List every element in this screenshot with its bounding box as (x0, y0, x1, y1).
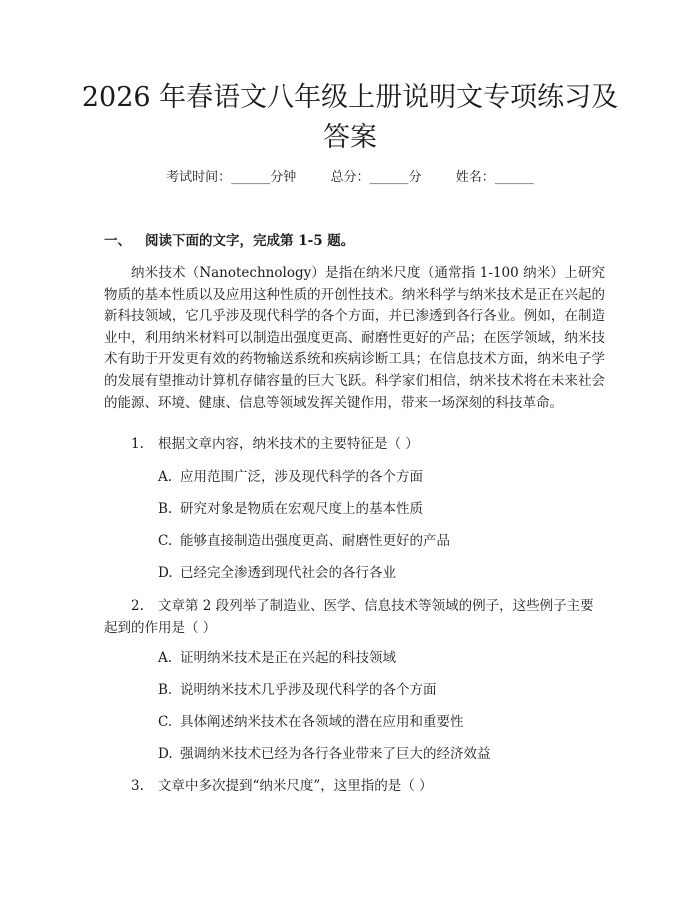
score-blank: ______ (369, 170, 409, 185)
score-label: 总分： (330, 170, 370, 185)
time-label: 考试时间： (166, 170, 232, 185)
q1-option-d: D. 已经完全渗透到现代社会的各行各业 (158, 565, 396, 581)
reading-passage: 纳米技术（Nanotechnology）是指在纳米尺度（通常指 1-100 纳米）上研究物质的基本性质以及应用这种性质的开创性技术。纳米科学与纳米技术是正在兴起的新科技领域，它几乎涉及现代科学的各个方面，并已渗透到各行各业。例如，在制造业中，利用纳米材料可以制造出强度更高、耐磨性更好的产品；在医学领域，纳米技术有助于开发更有效的药物输送系统和疾病诊断工具；在信息技术方面，纳米电子学的发展有望推动计算机存储容量的巨大飞跃。科学家们相信，纳米技术将在未来社会的能源、环境、健康、信息等领域发挥关键作用，带来一场深刻的科技革命。 (104, 265, 605, 411)
q2-option-b: B. 说明纳米技术几乎涉及现代科学的各个方面 (158, 682, 437, 698)
q2-option-a: A. 证明纳米技术是正在兴起的科技领域 (158, 650, 396, 666)
question-stem: 根据文章内容，纳米技术的主要特征是（ ） (158, 436, 419, 452)
question-1 (104, 434, 605, 456)
q2-option-d: D. 强调纳米技术已经为各行各业带来了巨大的经济效益 (158, 746, 491, 762)
question-number: 3. (131, 778, 144, 794)
q1-option-a: A. 应用范围广泛，涉及现代科学的各个方面 (158, 469, 423, 485)
time-blank: ______ (231, 170, 271, 185)
score-unit: 分 (408, 170, 422, 185)
time-unit: 分钟 (270, 170, 297, 185)
section-heading (104, 231, 354, 251)
title-line-1: 2026 年春语文八年级上册说明文专项练习及 (81, 82, 619, 113)
name-blank: ______ (494, 170, 534, 185)
exam-meta (0, 168, 700, 188)
question-3 (104, 776, 605, 798)
q2-option-c: C. 具体阐述纳米技术在各领域的潜在应用和重要性 (158, 714, 464, 730)
question-number: 1. (131, 436, 144, 452)
section-instruction: 阅读下面的文字，完成第 1-5 题。 (145, 233, 355, 249)
section-number: 一、 (104, 233, 131, 249)
document-title (70, 78, 630, 158)
question-2 (104, 596, 605, 639)
question-stem: 文章中多次提到“纳米尺度”，这里指的是（ ） (158, 778, 433, 794)
name-label: 姓名： (455, 170, 495, 185)
title-line-2: 答案 (323, 122, 377, 153)
question-stem: 文章第 2 段列举了制造业、医学、信息技术等领域的例子，这些例子主要起到的作用是（ ） (104, 598, 594, 636)
q1-option-c: C. 能够直接制造出强度更高、耐磨性更好的产品 (158, 533, 450, 549)
question-number: 2. (131, 598, 144, 614)
q1-option-b: B. 研究对象是物质在宏观尺度上的基本性质 (158, 501, 423, 517)
